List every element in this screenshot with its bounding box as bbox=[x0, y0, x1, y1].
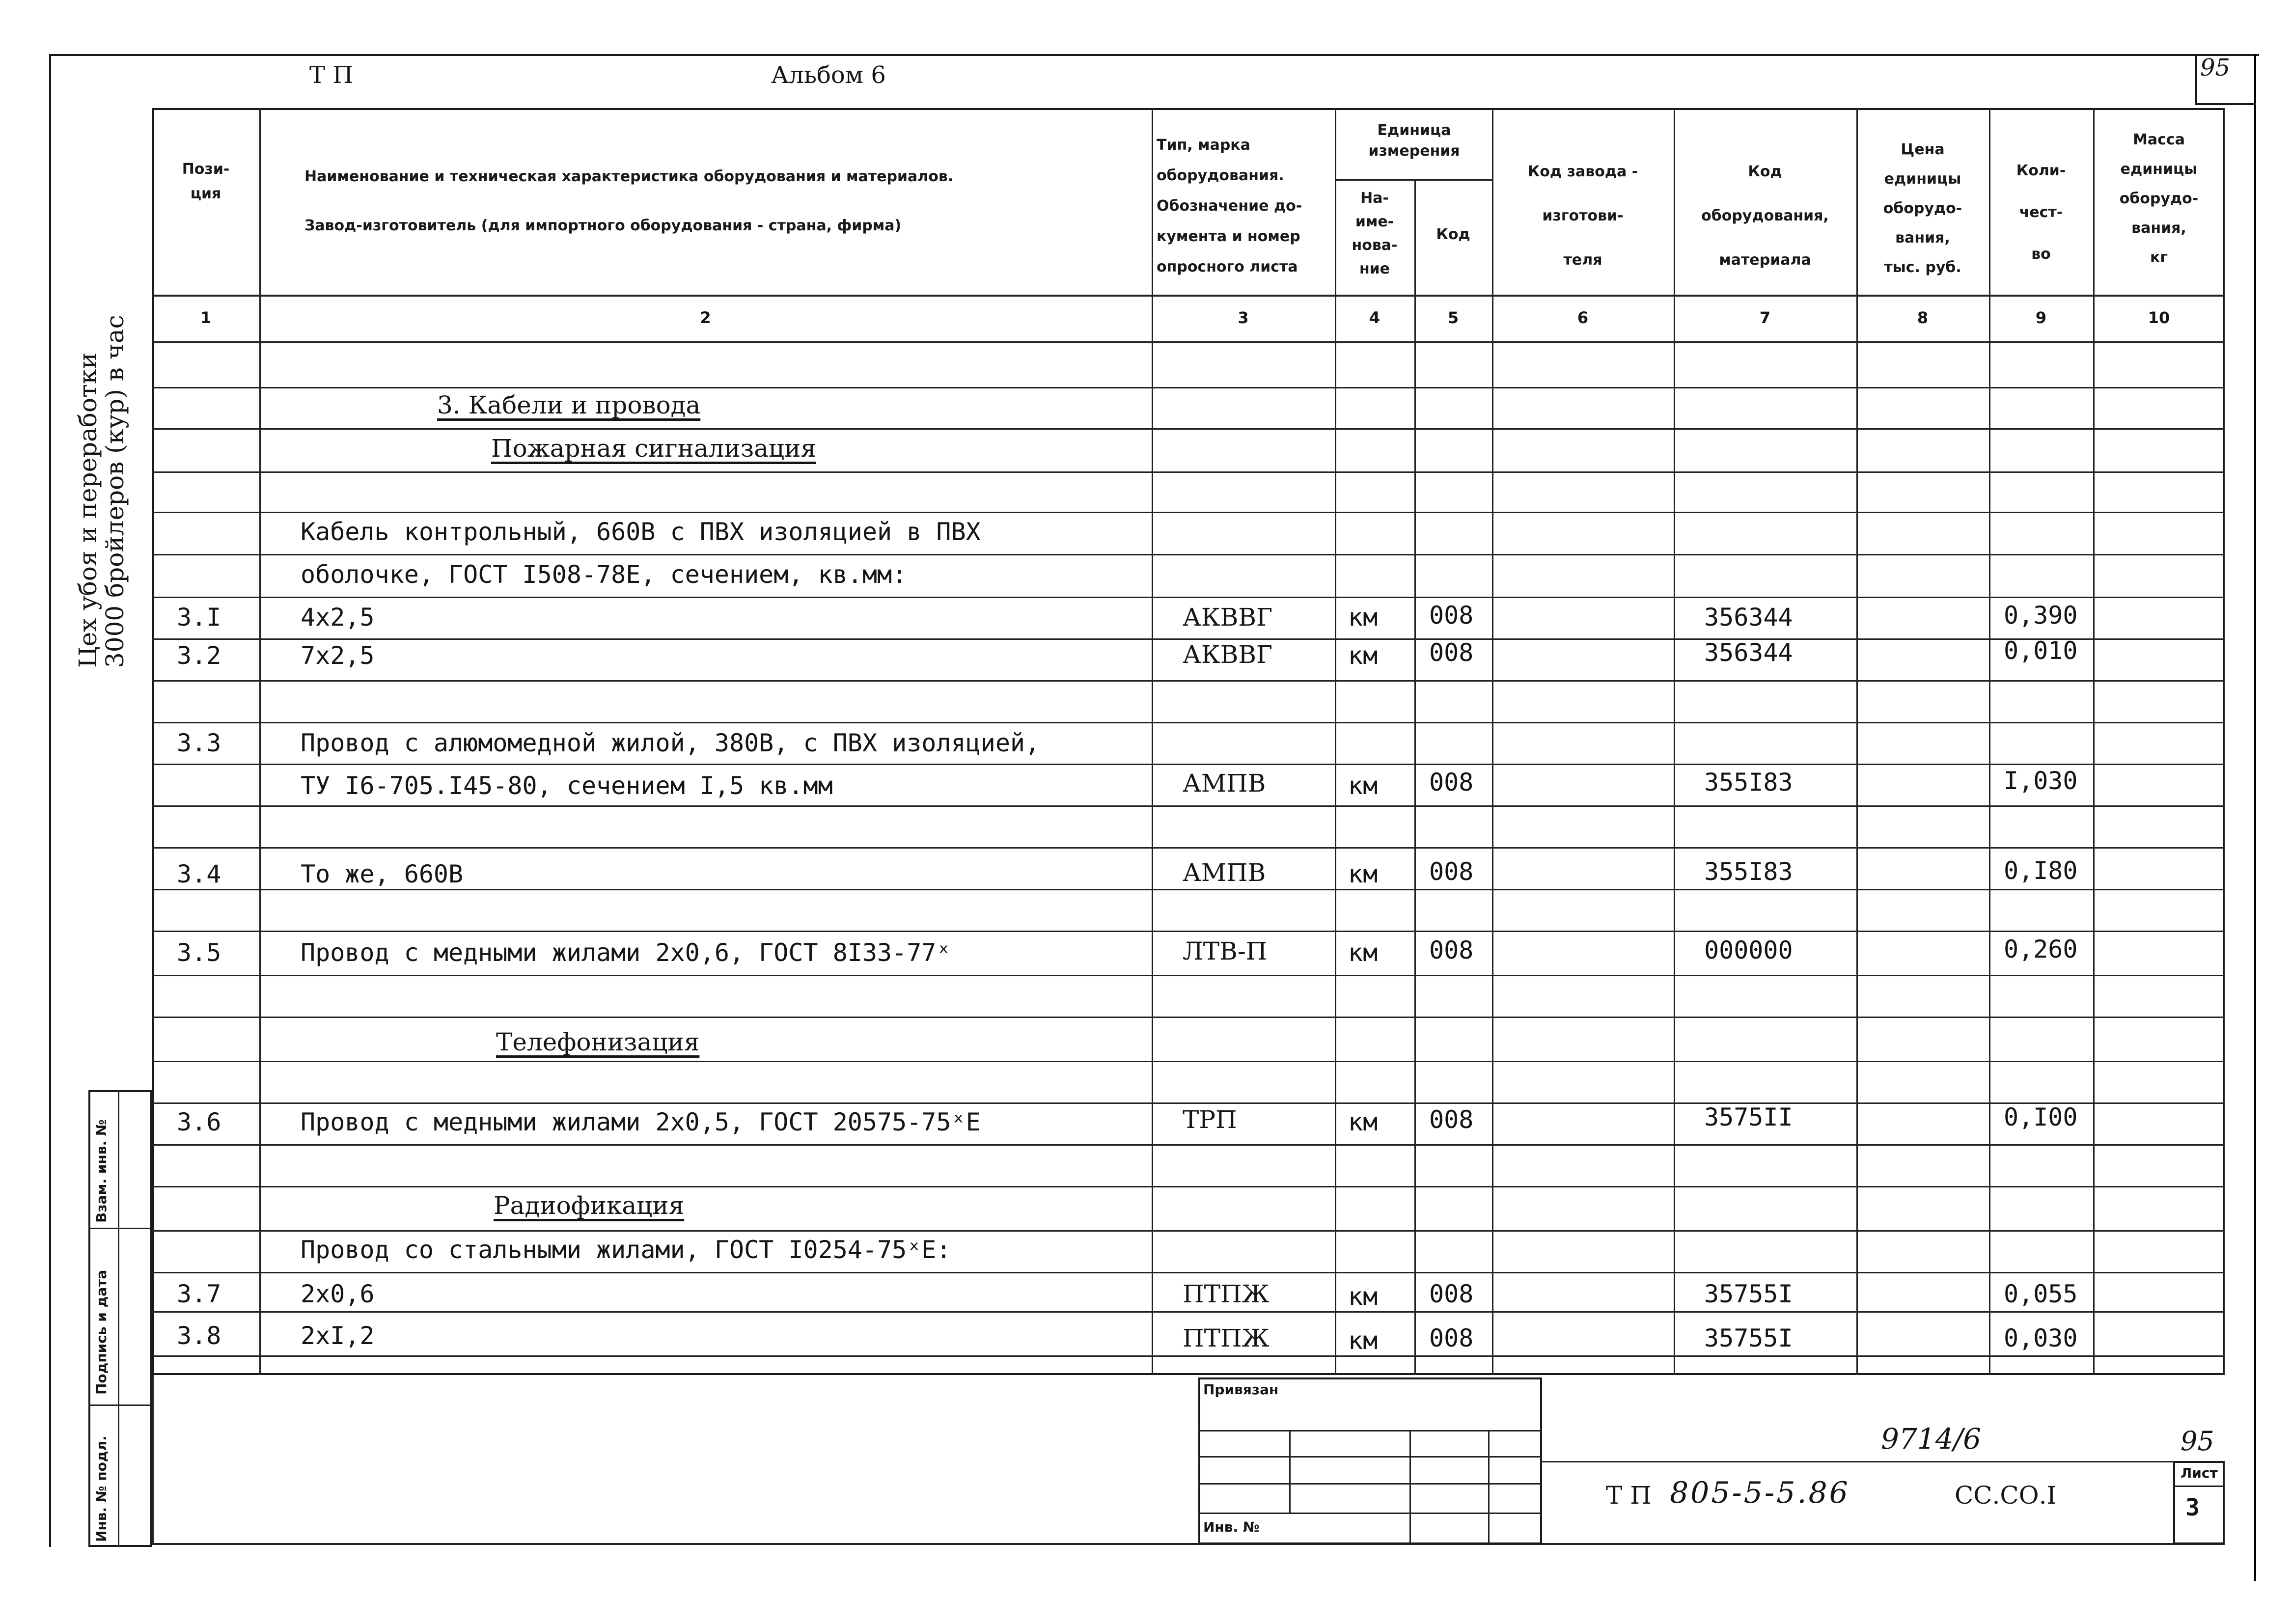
list-value: 3 bbox=[2185, 1494, 2200, 1521]
row-name: 7x2,5 bbox=[301, 641, 375, 670]
row-unit: км bbox=[1348, 1326, 1378, 1355]
hdr-col3: Тип, марка оборудования. Обозначение до- кумента и номер опросного листа bbox=[1157, 137, 1302, 275]
hdr-col8: Цена единицы оборудо- вания, тыс. руб. bbox=[1883, 141, 1962, 276]
hdr-col9: Коли- чест- во bbox=[2016, 162, 2066, 263]
row-line bbox=[152, 512, 2225, 513]
row-name: То же, 660В bbox=[301, 860, 464, 888]
doc-number: 805-5-5.86 bbox=[1670, 1476, 1850, 1510]
colnum-7: 7 bbox=[1759, 308, 1771, 327]
row-mat-code: 3575II bbox=[1704, 1103, 1793, 1131]
row-line bbox=[152, 764, 2225, 765]
row-code: 008 bbox=[1429, 857, 1474, 886]
row-line bbox=[152, 1272, 2225, 1273]
row-line bbox=[152, 428, 2225, 430]
row-pos: 3.5 bbox=[177, 938, 221, 967]
row-pos: 3.7 bbox=[177, 1280, 221, 1308]
row-line bbox=[152, 847, 2225, 849]
row-line bbox=[152, 554, 2225, 555]
page-frame-right bbox=[2254, 54, 2256, 1581]
colnum-10: 10 bbox=[2148, 308, 2170, 327]
privyazan-col bbox=[1289, 1430, 1291, 1514]
privyazan-line bbox=[1198, 1483, 1542, 1485]
row-unit: км bbox=[1348, 1282, 1378, 1311]
margin-stamp-sep bbox=[118, 1090, 119, 1547]
row-line bbox=[152, 597, 2225, 598]
page-corner-number: 95 bbox=[2200, 54, 2231, 82]
row-line bbox=[152, 1311, 2225, 1313]
privyazan-line bbox=[1198, 1456, 1542, 1458]
row-line bbox=[152, 1355, 2225, 1357]
doc-sub: СС.СО.I bbox=[1955, 1481, 2057, 1510]
row-type: ПТПЖ bbox=[1183, 1280, 1270, 1308]
row-pos: 3.3 bbox=[177, 729, 221, 757]
section-phone: Телефонизация bbox=[496, 1028, 700, 1056]
row-line bbox=[152, 931, 2225, 932]
row-unit: км bbox=[1348, 1108, 1378, 1136]
margin-stamp-line bbox=[88, 1228, 152, 1229]
section-cables: 3. Кабели и провода bbox=[437, 391, 701, 419]
row-line bbox=[152, 805, 2225, 807]
colnum-1: 1 bbox=[200, 308, 212, 327]
colnum-6: 6 bbox=[1577, 308, 1589, 327]
bottom-frame-line bbox=[152, 1543, 2225, 1545]
row-code: 008 bbox=[1429, 638, 1474, 667]
row-code: 008 bbox=[1429, 1280, 1474, 1308]
privyazan-col bbox=[1488, 1430, 1490, 1543]
row-line bbox=[152, 1230, 2225, 1232]
row-type: АКВВГ bbox=[1183, 640, 1273, 669]
row-code: 008 bbox=[1429, 936, 1474, 964]
colnum-8: 8 bbox=[1917, 308, 1929, 327]
row-name: Провод с медными жилами 2x0,6, ГОСТ 8I33-77ˣ bbox=[301, 938, 951, 967]
header-tp: Т П bbox=[309, 61, 354, 89]
row-code: 008 bbox=[1429, 601, 1474, 630]
row-mat-code: 35755I bbox=[1704, 1280, 1793, 1308]
row-pos: 3.4 bbox=[177, 860, 221, 888]
row-code: 008 bbox=[1429, 1105, 1474, 1134]
row-name: ТУ I6-705.I45-80, сечением I,5 кв.мм bbox=[301, 771, 833, 800]
row-pos: 3.6 bbox=[177, 1108, 221, 1136]
row-pos: 3.2 bbox=[177, 641, 221, 670]
margin-podpis: Подпись и дата bbox=[93, 1269, 110, 1395]
hdr-col1: Пози- ция bbox=[182, 161, 230, 202]
row-unit: км bbox=[1348, 603, 1378, 632]
row-type: АКВВГ bbox=[1183, 603, 1273, 632]
side-title-2: 3000 бройлеров (кур) в час bbox=[101, 315, 129, 668]
col-sep-4 bbox=[1414, 179, 1416, 1375]
row-name: 2xI,2 bbox=[301, 1321, 375, 1350]
hdr-col5: Код bbox=[1436, 226, 1470, 243]
hdr-col6: Код завода - изготови- теля bbox=[1527, 163, 1638, 269]
row-mat-code: 356344 bbox=[1704, 638, 1793, 667]
row-unit: км bbox=[1348, 860, 1378, 888]
row-name: Провод с медными жилами 2x0,5, ГОСТ 20575-75ˣЕ bbox=[301, 1108, 981, 1136]
hdr-col10: Масса единицы оборудо- вания, кг bbox=[2119, 131, 2199, 266]
colnum-4: 4 bbox=[1369, 308, 1380, 327]
colnum-9: 9 bbox=[2035, 308, 2047, 327]
row-qty: 0,I80 bbox=[2004, 856, 2078, 885]
colnum-5: 5 bbox=[1447, 308, 1459, 327]
stamp-main-line bbox=[1542, 1461, 2225, 1462]
row-type: ТРП bbox=[1183, 1105, 1237, 1134]
colnum-2: 2 bbox=[700, 308, 711, 327]
section-fire: Пожарная сигнализация bbox=[491, 434, 816, 463]
row-type: ЛТВ-П bbox=[1183, 937, 1268, 965]
row-pos: 3.8 bbox=[177, 1321, 221, 1350]
section-radio: Радиофикация bbox=[494, 1191, 685, 1220]
row-qty: 0,390 bbox=[2004, 601, 2078, 630]
hdr-num-bottom bbox=[152, 341, 2225, 343]
margin-vzam: Взам. инв. № bbox=[93, 1119, 110, 1223]
margin-inv-podl: Инв. № подл. bbox=[93, 1435, 110, 1542]
row-mat-code: 355I83 bbox=[1704, 768, 1793, 797]
row-pos: 3.I bbox=[177, 603, 221, 632]
row-line bbox=[152, 1061, 2225, 1062]
inv-number: 9714/6 bbox=[1881, 1422, 1982, 1456]
row-qty: 0,030 bbox=[2004, 1324, 2078, 1352]
cable-desc-line1: Кабель контрольный, 660В с ПВХ изоляцией в ПВХ bbox=[301, 518, 981, 546]
wire33-desc-line1: Провод с алюмомедной жилой, 380В, с ПВХ изоляцией, bbox=[301, 729, 1040, 757]
hdr-col7: Код оборудования, материала bbox=[1701, 163, 1829, 269]
row-mat-code: 356344 bbox=[1704, 603, 1793, 632]
row-qty: 0,010 bbox=[2004, 636, 2078, 665]
row-type: АМПВ bbox=[1183, 858, 1266, 887]
row-type: АМПВ bbox=[1183, 769, 1266, 798]
row-line bbox=[152, 975, 2225, 976]
header-album: Альбом 6 bbox=[771, 61, 886, 89]
hdr-col4: На- име- нова- ние bbox=[1352, 190, 1398, 277]
row-qty: 0,260 bbox=[2004, 935, 2078, 963]
row-mat-code: 000000 bbox=[1704, 936, 1793, 964]
inv-no-label: Инв. № bbox=[1203, 1519, 1260, 1535]
margin-stamp-line bbox=[88, 1404, 152, 1406]
hdr-col2: Наименование и техническая характеристика оборудования и материалов. Завод-изготовитель (для импортного оборудования - страна, фирма) bbox=[304, 168, 954, 234]
colnum-3: 3 bbox=[1238, 308, 1249, 327]
hdr-unit-sep bbox=[1335, 179, 1493, 181]
row-qty: I,030 bbox=[2004, 767, 2078, 795]
radio-desc: Провод со стальными жилами, ГОСТ I0254-75ˣЕ: bbox=[301, 1236, 951, 1264]
privyazan-label: Привязан bbox=[1203, 1381, 1279, 1398]
row-line bbox=[152, 471, 2225, 473]
sheet-total: 95 bbox=[2181, 1426, 2214, 1457]
row-unit: км bbox=[1348, 938, 1378, 967]
row-line bbox=[152, 1017, 2225, 1018]
row-code: 008 bbox=[1429, 768, 1474, 797]
row-name: 2x0,6 bbox=[301, 1280, 375, 1308]
hdr-col45: Единица измерения bbox=[1368, 122, 1460, 160]
row-mat-code: 35755I bbox=[1704, 1324, 1793, 1352]
doc-code: Т П bbox=[1606, 1481, 1652, 1510]
row-code: 008 bbox=[1429, 1324, 1474, 1352]
list-label: Лист bbox=[2181, 1465, 2218, 1481]
row-line bbox=[152, 1186, 2225, 1187]
row-mat-code: 355I83 bbox=[1704, 857, 1793, 886]
row-unit: км bbox=[1348, 641, 1378, 670]
privyazan-line bbox=[1198, 1430, 1542, 1431]
row-qty: 0,I00 bbox=[2004, 1103, 2078, 1131]
privyazan-col bbox=[1409, 1430, 1411, 1543]
list-box-line bbox=[2173, 1486, 2225, 1487]
row-qty: 0,055 bbox=[2004, 1280, 2078, 1308]
row-type: ПТПЖ bbox=[1183, 1324, 1270, 1352]
row-line bbox=[152, 722, 2225, 723]
row-unit: км bbox=[1348, 771, 1378, 800]
row-line bbox=[152, 680, 2225, 682]
side-title-1: Цех убоя и переработки bbox=[74, 352, 102, 668]
bottom-frame-left bbox=[152, 1375, 154, 1544]
cable-desc-line2: оболочке, ГОСТ I508-78Е, сечением, кв.мм: bbox=[301, 560, 907, 589]
row-name: 4x2,5 bbox=[301, 603, 375, 632]
row-line bbox=[152, 1144, 2225, 1146]
